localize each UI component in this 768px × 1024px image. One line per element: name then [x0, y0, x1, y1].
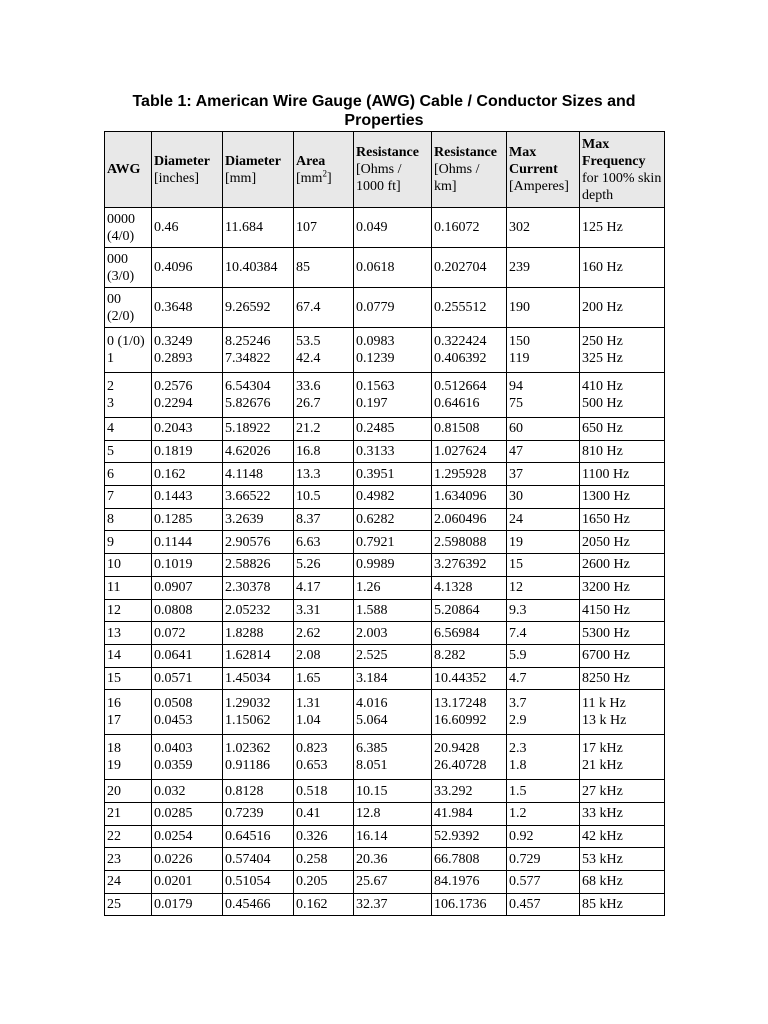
- cell-max-frequency: 42 kHz: [580, 825, 665, 848]
- cell-resistance-km: 13.17248 16.60992: [432, 690, 507, 735]
- table-row: [105, 554, 665, 577]
- cell-max-current: 0.457: [507, 893, 580, 916]
- cell-diameter-inches: 0.1019: [152, 554, 223, 577]
- cell-awg: 11: [105, 576, 152, 599]
- cell-resistance-ft: 0.6282: [354, 508, 432, 531]
- cell-resistance-km: 0.16072: [432, 208, 507, 248]
- cell-max-frequency: 68 kHz: [580, 871, 665, 894]
- cell-area: 0.823 0.653: [294, 735, 354, 780]
- cell-area: 0.518: [294, 780, 354, 803]
- cell-max-current: 0.92: [507, 825, 580, 848]
- cell-diameter-mm: 2.05232: [223, 599, 294, 622]
- cell-area: 1.31 1.04: [294, 690, 354, 735]
- cell-resistance-ft: 0.7921: [354, 531, 432, 554]
- cell-diameter-inches: 0.0571: [152, 667, 223, 690]
- cell-resistance-ft: 0.0618: [354, 248, 432, 288]
- header-awg: AWG: [105, 132, 152, 208]
- cell-area: 107: [294, 208, 354, 248]
- cell-awg: 0000 (4/0): [105, 208, 152, 248]
- cell-awg: 20: [105, 780, 152, 803]
- cell-area: 4.17: [294, 576, 354, 599]
- table-row: [105, 531, 665, 554]
- cell-diameter-mm: 6.54304 5.82676: [223, 373, 294, 418]
- table-row: [105, 667, 665, 690]
- cell-resistance-km: 0.202704: [432, 248, 507, 288]
- cell-resistance-km: 1.295928: [432, 463, 507, 486]
- table-row: [105, 599, 665, 622]
- cell-diameter-mm: 2.58826: [223, 554, 294, 577]
- cell-max-current: 0.577: [507, 871, 580, 894]
- cell-max-frequency: 200 Hz: [580, 288, 665, 328]
- table-row: [105, 576, 665, 599]
- cell-resistance-km: 3.276392: [432, 554, 507, 577]
- cell-resistance-ft: 0.3951: [354, 463, 432, 486]
- cell-diameter-inches: 0.032: [152, 780, 223, 803]
- cell-resistance-ft: 0.049: [354, 208, 432, 248]
- table-row: [105, 248, 665, 288]
- cell-awg: 14: [105, 644, 152, 667]
- cell-diameter-inches: 0.1144: [152, 531, 223, 554]
- table-row: [105, 780, 665, 803]
- cell-max-current: 190: [507, 288, 580, 328]
- cell-awg: 4: [105, 418, 152, 441]
- table-row: [105, 486, 665, 509]
- cell-diameter-inches: 0.162: [152, 463, 223, 486]
- cell-max-current: 150 119: [507, 328, 580, 373]
- cell-max-current: 4.7: [507, 667, 580, 690]
- cell-diameter-inches: 0.072: [152, 622, 223, 645]
- cell-diameter-inches: 0.46: [152, 208, 223, 248]
- cell-diameter-inches: 0.3648: [152, 288, 223, 328]
- cell-resistance-ft: 2.003: [354, 622, 432, 645]
- cell-diameter-mm: 1.29032 1.15062: [223, 690, 294, 735]
- cell-area: 10.5: [294, 486, 354, 509]
- cell-resistance-km: 33.292: [432, 780, 507, 803]
- cell-diameter-mm: 4.1148: [223, 463, 294, 486]
- cell-awg: 18 19: [105, 735, 152, 780]
- cell-resistance-ft: 3.184: [354, 667, 432, 690]
- cell-diameter-mm: 2.30378: [223, 576, 294, 599]
- cell-resistance-ft: 32.37: [354, 893, 432, 916]
- cell-max-current: 19: [507, 531, 580, 554]
- cell-awg: 9: [105, 531, 152, 554]
- cell-area: 16.8: [294, 440, 354, 463]
- cell-max-frequency: 125 Hz: [580, 208, 665, 248]
- cell-resistance-ft: 1.588: [354, 599, 432, 622]
- cell-area: 0.258: [294, 848, 354, 871]
- table-row: [105, 508, 665, 531]
- cell-diameter-inches: 0.0808: [152, 599, 223, 622]
- cell-diameter-mm: 2.90576: [223, 531, 294, 554]
- cell-diameter-mm: 1.02362 0.91186: [223, 735, 294, 780]
- table-row: [105, 463, 665, 486]
- table-row: [105, 690, 665, 735]
- cell-max-frequency: 8250 Hz: [580, 667, 665, 690]
- cell-resistance-ft: 12.8: [354, 802, 432, 825]
- cell-max-current: 24: [507, 508, 580, 531]
- cell-diameter-inches: 0.2576 0.2294: [152, 373, 223, 418]
- cell-max-frequency: 2600 Hz: [580, 554, 665, 577]
- table-row: [105, 440, 665, 463]
- cell-resistance-km: 84.1976: [432, 871, 507, 894]
- cell-diameter-mm: 9.26592: [223, 288, 294, 328]
- cell-diameter-inches: 0.0179: [152, 893, 223, 916]
- awg-table: [104, 131, 665, 916]
- cell-max-current: 9.3: [507, 599, 580, 622]
- cell-diameter-mm: 0.57404: [223, 848, 294, 871]
- cell-resistance-km: 0.512664 0.64616: [432, 373, 507, 418]
- cell-area: 13.3: [294, 463, 354, 486]
- cell-diameter-mm: 3.66522: [223, 486, 294, 509]
- cell-max-current: 37: [507, 463, 580, 486]
- cell-resistance-ft: 10.15: [354, 780, 432, 803]
- cell-max-frequency: 2050 Hz: [580, 531, 665, 554]
- table-row: [105, 208, 665, 248]
- cell-resistance-ft: 4.016 5.064: [354, 690, 432, 735]
- cell-max-current: 30: [507, 486, 580, 509]
- cell-awg: 7: [105, 486, 152, 509]
- cell-max-current: 12: [507, 576, 580, 599]
- cell-diameter-mm: 1.62814: [223, 644, 294, 667]
- cell-area: 6.63: [294, 531, 354, 554]
- cell-area: 85: [294, 248, 354, 288]
- cell-resistance-km: 0.322424 0.406392: [432, 328, 507, 373]
- cell-diameter-mm: 11.684: [223, 208, 294, 248]
- cell-resistance-ft: 0.2485: [354, 418, 432, 441]
- cell-awg: 10: [105, 554, 152, 577]
- cell-max-current: 7.4: [507, 622, 580, 645]
- cell-awg: 24: [105, 871, 152, 894]
- cell-max-current: 3.7 2.9: [507, 690, 580, 735]
- cell-awg: 16 17: [105, 690, 152, 735]
- cell-diameter-mm: 0.45466: [223, 893, 294, 916]
- cell-resistance-km: 2.598088: [432, 531, 507, 554]
- cell-max-current: 239: [507, 248, 580, 288]
- cell-resistance-km: 2.060496: [432, 508, 507, 531]
- cell-area: 33.6 26.7: [294, 373, 354, 418]
- cell-diameter-inches: 0.4096: [152, 248, 223, 288]
- cell-max-frequency: 1100 Hz: [580, 463, 665, 486]
- cell-resistance-ft: 2.525: [354, 644, 432, 667]
- cell-resistance-ft: 16.14: [354, 825, 432, 848]
- cell-resistance-km: 41.984: [432, 802, 507, 825]
- cell-awg: 5: [105, 440, 152, 463]
- cell-diameter-mm: 0.8128: [223, 780, 294, 803]
- cell-resistance-km: 0.255512: [432, 288, 507, 328]
- cell-resistance-ft: 1.26: [354, 576, 432, 599]
- table-row: [105, 893, 665, 916]
- cell-max-current: 1.2: [507, 802, 580, 825]
- cell-diameter-inches: 0.0403 0.0359: [152, 735, 223, 780]
- cell-max-current: 2.3 1.8: [507, 735, 580, 780]
- table-title: Table 1: American Wire Gauge (AWG) Cable / Conductor Sizes and Properties: [132, 93, 636, 129]
- cell-diameter-mm: 3.2639: [223, 508, 294, 531]
- cell-diameter-mm: 4.62026: [223, 440, 294, 463]
- header-resistance-ft: Resistance [Ohms / 1000 ft]: [354, 132, 432, 208]
- cell-max-frequency: 85 kHz: [580, 893, 665, 916]
- cell-diameter-inches: 0.1285: [152, 508, 223, 531]
- cell-diameter-inches: 0.0907: [152, 576, 223, 599]
- cell-resistance-ft: 0.3133: [354, 440, 432, 463]
- cell-resistance-ft: 0.9989: [354, 554, 432, 577]
- header-resistance-km: Resistance [Ohms / km]: [432, 132, 507, 208]
- table-row: [105, 735, 665, 780]
- cell-max-current: 1.5: [507, 780, 580, 803]
- cell-max-frequency: 810 Hz: [580, 440, 665, 463]
- cell-diameter-mm: 5.18922: [223, 418, 294, 441]
- cell-awg: 22: [105, 825, 152, 848]
- cell-diameter-mm: 1.8288: [223, 622, 294, 645]
- cell-max-frequency: 650 Hz: [580, 418, 665, 441]
- cell-resistance-ft: 20.36: [354, 848, 432, 871]
- cell-resistance-ft: 25.67: [354, 871, 432, 894]
- cell-awg: 000 (3/0): [105, 248, 152, 288]
- cell-max-frequency: 250 Hz 325 Hz: [580, 328, 665, 373]
- cell-diameter-inches: 0.2043: [152, 418, 223, 441]
- table-row: [105, 373, 665, 418]
- table-row: [105, 644, 665, 667]
- cell-resistance-km: 1.027624: [432, 440, 507, 463]
- cell-resistance-km: 66.7808: [432, 848, 507, 871]
- cell-resistance-ft: 0.4982: [354, 486, 432, 509]
- cell-diameter-inches: 0.1443: [152, 486, 223, 509]
- table-row: [105, 328, 665, 373]
- cell-max-current: 0.729: [507, 848, 580, 871]
- cell-max-current: 94 75: [507, 373, 580, 418]
- cell-diameter-mm: 1.45034: [223, 667, 294, 690]
- cell-resistance-ft: 6.385 8.051: [354, 735, 432, 780]
- cell-area: 2.62: [294, 622, 354, 645]
- cell-max-current: 47: [507, 440, 580, 463]
- cell-area: 0.326: [294, 825, 354, 848]
- header-area: Area $[mm^2]$: [294, 132, 354, 208]
- cell-awg: 25: [105, 893, 152, 916]
- cell-max-frequency: 4150 Hz: [580, 599, 665, 622]
- cell-max-frequency: 27 kHz: [580, 780, 665, 803]
- cell-max-frequency: 53 kHz: [580, 848, 665, 871]
- cell-area: 21.2: [294, 418, 354, 441]
- cell-resistance-km: 106.1736: [432, 893, 507, 916]
- cell-awg: 21: [105, 802, 152, 825]
- cell-resistance-ft: 0.0779: [354, 288, 432, 328]
- cell-max-current: 302: [507, 208, 580, 248]
- cell-max-frequency: 6700 Hz: [580, 644, 665, 667]
- cell-max-frequency: 160 Hz: [580, 248, 665, 288]
- cell-resistance-km: 1.634096: [432, 486, 507, 509]
- cell-area: 0.162: [294, 893, 354, 916]
- cell-max-current: 60: [507, 418, 580, 441]
- cell-diameter-inches: 0.0285: [152, 802, 223, 825]
- table-row: [105, 418, 665, 441]
- cell-max-frequency: 3200 Hz: [580, 576, 665, 599]
- cell-max-current: 15: [507, 554, 580, 577]
- cell-diameter-mm: 0.51054: [223, 871, 294, 894]
- cell-resistance-km: 52.9392: [432, 825, 507, 848]
- cell-area: 3.31: [294, 599, 354, 622]
- table-row: [105, 622, 665, 645]
- cell-awg: 2 3: [105, 373, 152, 418]
- cell-awg: 12: [105, 599, 152, 622]
- cell-resistance-ft: 0.0983 0.1239: [354, 328, 432, 373]
- cell-diameter-inches: 0.0641: [152, 644, 223, 667]
- cell-max-frequency: 11 k Hz 13 k Hz: [580, 690, 665, 735]
- table-row: [105, 825, 665, 848]
- header-row: [105, 132, 665, 208]
- table-row: [105, 802, 665, 825]
- cell-diameter-inches: 0.0254: [152, 825, 223, 848]
- cell-resistance-km: 5.20864: [432, 599, 507, 622]
- cell-area: 0.41: [294, 802, 354, 825]
- cell-resistance-km: 20.9428 26.40728: [432, 735, 507, 780]
- cell-awg: 6: [105, 463, 152, 486]
- cell-max-current: 5.9: [507, 644, 580, 667]
- cell-area: 0.205: [294, 871, 354, 894]
- header-diameter-inches: Diameter [inches]: [152, 132, 223, 208]
- cell-resistance-km: 6.56984: [432, 622, 507, 645]
- cell-resistance-ft: 0.1563 0.197: [354, 373, 432, 418]
- cell-area: 53.5 42.4: [294, 328, 354, 373]
- cell-awg: 8: [105, 508, 152, 531]
- cell-diameter-inches: 0.1819: [152, 440, 223, 463]
- cell-area: 1.65: [294, 667, 354, 690]
- cell-max-frequency: 410 Hz 500 Hz: [580, 373, 665, 418]
- cell-max-frequency: 33 kHz: [580, 802, 665, 825]
- cell-resistance-km: 4.1328: [432, 576, 507, 599]
- table-row: [105, 848, 665, 871]
- cell-resistance-km: 0.81508: [432, 418, 507, 441]
- header-max-frequency: Max Frequency for 100% skin depth: [580, 132, 665, 208]
- cell-diameter-inches: 0.0226: [152, 848, 223, 871]
- cell-awg: 13: [105, 622, 152, 645]
- cell-max-frequency: 5300 Hz: [580, 622, 665, 645]
- cell-area: 8.37: [294, 508, 354, 531]
- cell-diameter-mm: 0.64516: [223, 825, 294, 848]
- cell-awg: 00 (2/0): [105, 288, 152, 328]
- cell-diameter-mm: 10.40384: [223, 248, 294, 288]
- cell-max-frequency: 17 kHz 21 kHz: [580, 735, 665, 780]
- cell-area: 2.08: [294, 644, 354, 667]
- table-row: [105, 288, 665, 328]
- cell-area: 5.26: [294, 554, 354, 577]
- cell-diameter-mm: 0.7239: [223, 802, 294, 825]
- cell-diameter-inches: 0.0201: [152, 871, 223, 894]
- cell-awg: 23: [105, 848, 152, 871]
- table-body: [105, 208, 665, 916]
- cell-awg: 15: [105, 667, 152, 690]
- header-diameter-mm: Diameter [mm]: [223, 132, 294, 208]
- cell-max-frequency: 1650 Hz: [580, 508, 665, 531]
- table-row: [105, 871, 665, 894]
- cell-diameter-inches: 0.3249 0.2893: [152, 328, 223, 373]
- cell-area: 67.4: [294, 288, 354, 328]
- cell-resistance-km: 10.44352: [432, 667, 507, 690]
- cell-resistance-km: 8.282: [432, 644, 507, 667]
- cell-diameter-mm: 8.25246 7.34822: [223, 328, 294, 373]
- cell-diameter-inches: 0.0508 0.0453: [152, 690, 223, 735]
- cell-awg: 0 (1/0) 1: [105, 328, 152, 373]
- cell-max-frequency: 1300 Hz: [580, 486, 665, 509]
- header-max-current: Max Current [Amperes]: [507, 132, 580, 208]
